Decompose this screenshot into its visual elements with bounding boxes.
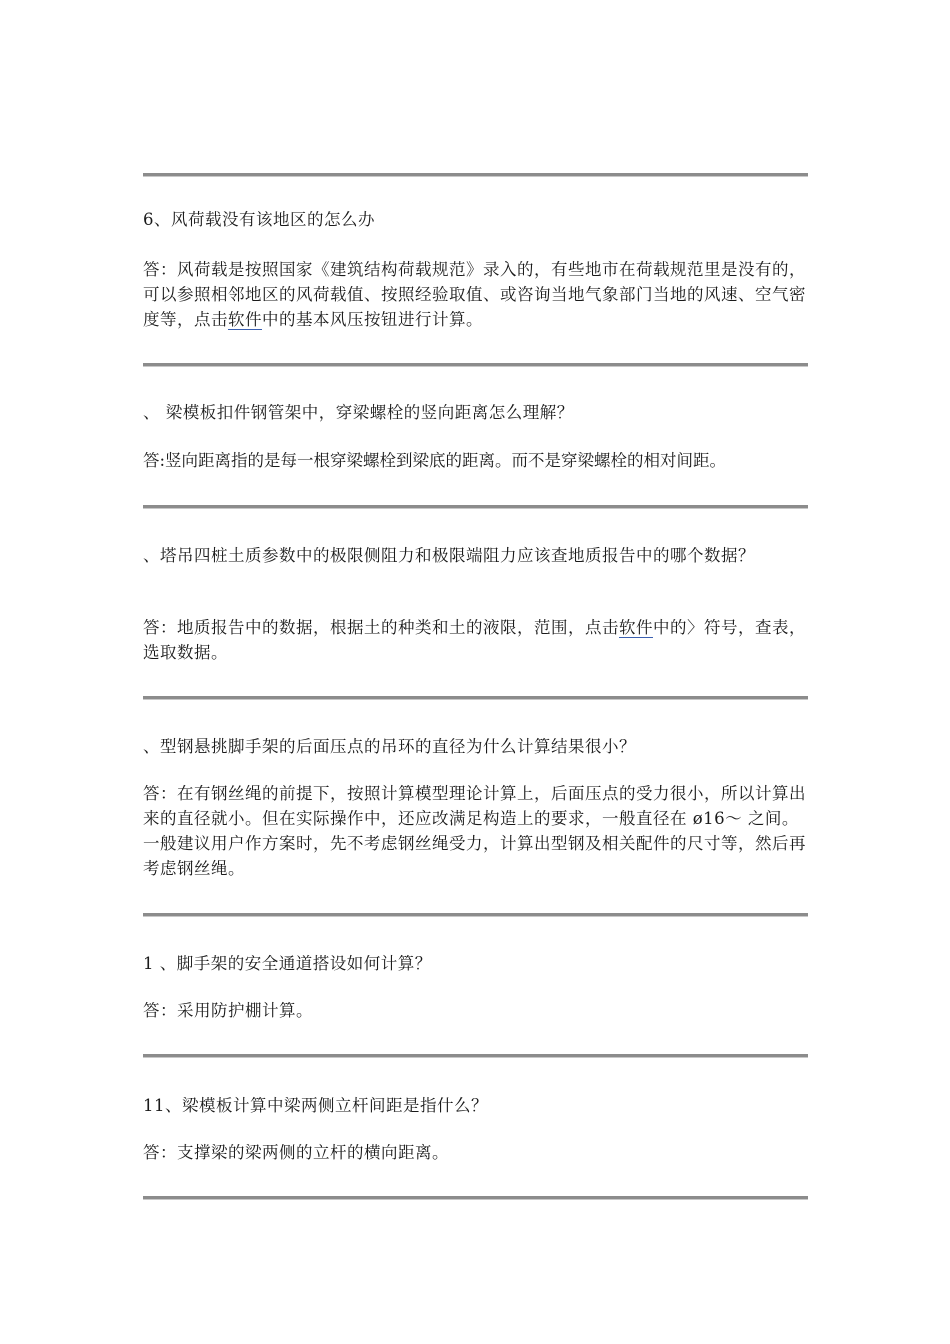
answer-11: 答：支撑梁的梁两侧的立杆的横向距离。 (143, 1143, 449, 1162)
answer-text: 中的〉符号，查表，选取数据。 (143, 618, 806, 662)
answer-text: 答：风荷载是按照国家《建筑结构荷载规范》录入的，有些地市在荷载规范里是没有的，可以参照相邻地区的风荷载值、按照经验取值、或咨询当地气象部门当地的风速、空气密度等，点击 (143, 260, 806, 329)
answer-8 (143, 615, 809, 665)
divider-line (143, 1054, 808, 1058)
answer-9: 答：在有钢丝绳的前提下，按照计算模型理论计算上，后面压点的受力很小，所以计算出来的直径就小。但在实际操作中，还应改满足构造上的要求，一般直径在 ø16～ 之间。一般建议用户作方案时，先不考虑钢丝绳受力，计算出型钢及相关配件的尺寸等，然后再考虑钢丝绳。 (143, 784, 806, 878)
answer-6 (143, 257, 809, 332)
answer-text: 答：地质报告中的数据，根据土的种类和土的液限，范围，点击 (143, 618, 619, 637)
question-8: 、塔吊四桩土质参数中的极限侧阻力和极限端阻力应该查地质报告中的哪个数据？ (143, 546, 755, 565)
software-link[interactable]: 软件 (619, 618, 653, 637)
question-11: 11、梁模板计算中梁两侧立杆间距是指什么？ (143, 1096, 488, 1115)
divider-line (143, 1196, 808, 1200)
answer-text: 中的基本风压按钮进行计算。 (262, 310, 483, 329)
divider-line (143, 913, 808, 917)
answer-10: 答：采用防护棚计算。 (143, 1001, 313, 1020)
divider-line (143, 173, 808, 177)
question-6: 6、风荷载没有该地区的怎么办 (143, 210, 375, 229)
divider-line (143, 696, 808, 700)
divider-line (143, 505, 808, 509)
question-7: 、 梁模板扣件钢管架中，穿梁螺栓的竖向距离怎么理解？ (143, 403, 574, 422)
answer-7: 答:竖向距离指的是每一根穿梁螺栓到梁底的距离。而不是穿梁螺栓的相对间距。 (143, 451, 727, 470)
software-link[interactable]: 软件 (228, 310, 262, 329)
question-9: 、型钢悬挑脚手架的后面压点的吊环的直径为什么计算结果很小？ (143, 737, 636, 756)
question-10: 1 、脚手架的安全通道搭设如何计算？ (143, 954, 432, 973)
divider-line (143, 363, 808, 367)
